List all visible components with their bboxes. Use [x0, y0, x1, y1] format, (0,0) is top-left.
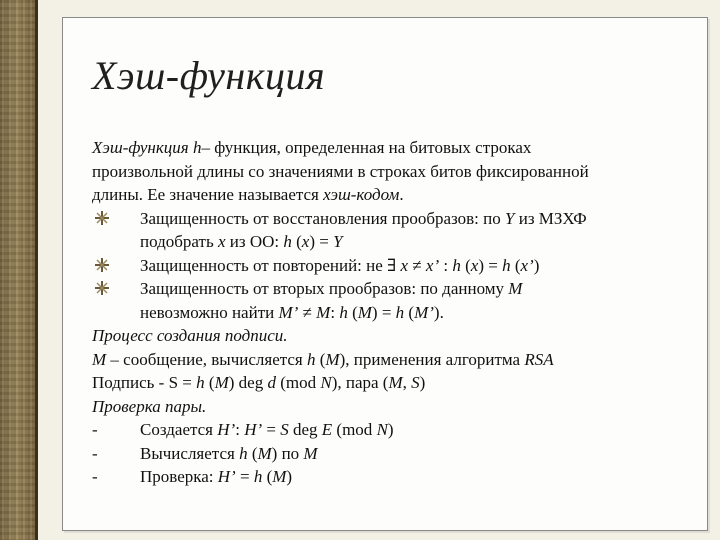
step-verify: - Проверка: H’ = h (M) — [92, 465, 692, 489]
bullet-marker-icon — [94, 280, 110, 296]
bullet-preimage-resistance — [92, 207, 692, 254]
bullet-marker-icon — [94, 257, 110, 273]
step-compute-hash: - Вычисляется h (M) по M — [92, 442, 692, 466]
check-heading: Проверка пары. — [92, 396, 207, 416]
bullet-1-line-2: подобрать x из ОО: h (x) = Y — [140, 232, 343, 251]
intro-line-3 — [92, 183, 692, 207]
bullet-2-line-1: Защищенность от повторений: не ∃ x ≠ x’ : h (x) = h (x’) — [140, 255, 540, 275]
bullet-marker-icon — [94, 210, 110, 226]
intro-line-3-text: длины. Ее значение называется — [92, 185, 324, 204]
step-dash: - — [92, 443, 98, 463]
bullet-1-line-1: Защищенность от восстановления прообразов: по Y из МЗХФ — [140, 208, 587, 228]
intro-term: Хэш-функция h — [92, 138, 202, 157]
bullet-second-preimage-resistance — [92, 277, 692, 324]
signature-line: Подпись - S = h (M) deg d (mod N), пара (M, S) — [92, 373, 426, 392]
step-create-h: - Создается H’: H’ = S deg E (mod N) — [92, 418, 692, 442]
bullet-3-line-2: невозможно найти M’ ≠ M: h (M) = h (M’). — [140, 302, 444, 322]
bullet-3-line-1: Защищенность от вторых прообразов: по данному M — [140, 279, 523, 298]
step-dash: - — [92, 420, 98, 439]
process-line: M – сообщение, вычисляется h (M), применения алгоритма RSA — [92, 349, 554, 369]
intro-line-1 — [92, 136, 692, 160]
bullet-collision-resistance — [92, 254, 692, 278]
step-dash: - — [92, 467, 98, 486]
slide-body — [92, 136, 692, 489]
intro-line-2: произвольной длины со значениями в строках битов фиксированной — [92, 161, 589, 181]
decorative-side-bar — [0, 0, 38, 540]
slide-title: Хэш-функция — [92, 53, 326, 98]
intro-definition: – функция, определенная на битовых строках — [201, 138, 532, 157]
intro-line-3-end: . — [399, 185, 404, 204]
process-heading: Процесс создания подписи. — [92, 326, 288, 345]
hash-code-term: хэш-кодом — [323, 185, 400, 204]
